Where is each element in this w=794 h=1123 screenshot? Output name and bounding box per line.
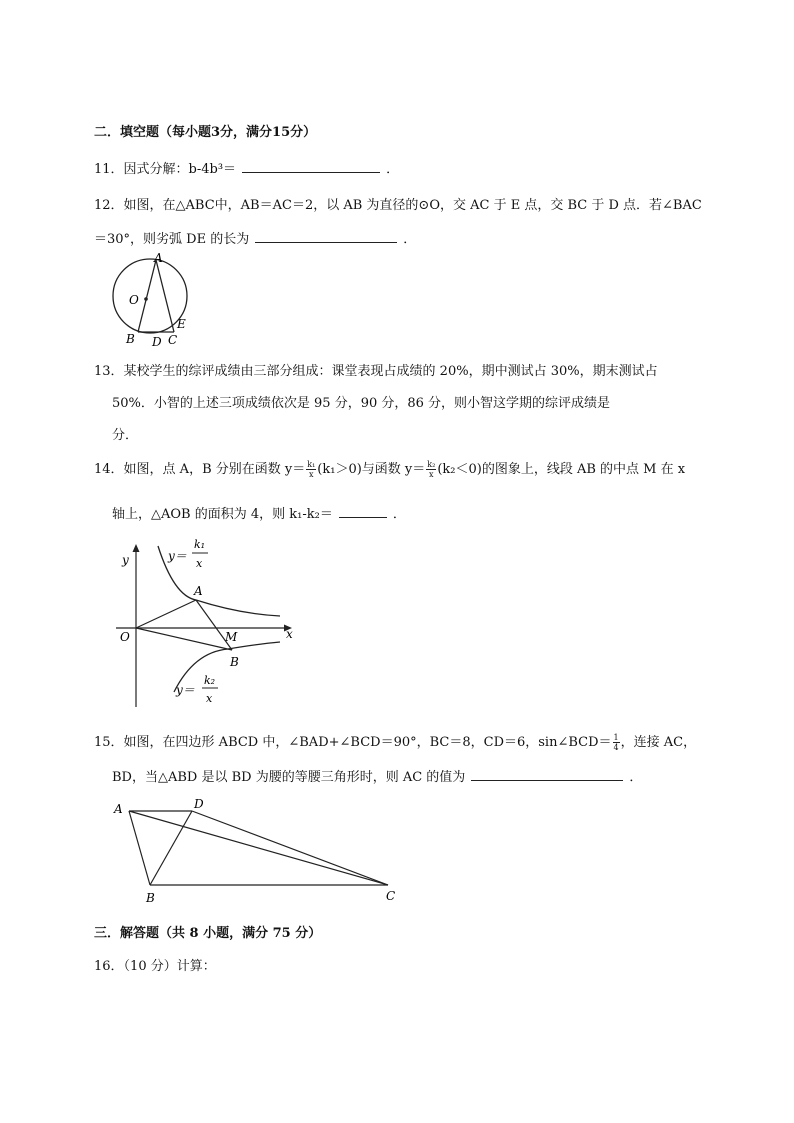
y-axis-arrow — [133, 544, 140, 552]
label-d: D — [152, 335, 162, 349]
label-eq2-num: k₂ — [204, 674, 216, 687]
question-15-end: ． — [629, 770, 643, 785]
circle-o — [113, 259, 187, 333]
question-14-text: 轴上，△AOB 的面积为 4，则 k₁-k₂＝ — [112, 507, 333, 522]
label-a: A — [154, 251, 163, 265]
segment-ab — [129, 811, 150, 885]
label-a: A — [194, 584, 203, 598]
segment-bd — [150, 811, 192, 885]
question-13-line3: 分． — [112, 428, 139, 443]
fraction-k2-over-x: $\frac{\text{k₂}}{x}$ — [427, 460, 436, 479]
label-o: O — [120, 630, 130, 644]
figure-q15-quadrilateral — [108, 794, 408, 906]
label-eq1-den: x — [196, 557, 203, 570]
segment-dc — [192, 811, 388, 885]
fraction-k1-over-x: $\frac{\text{k₁}}{x}$ — [307, 460, 316, 479]
segment-oa — [136, 600, 196, 628]
question-14-line2 — [112, 503, 406, 522]
answer-blank-15[interactable] — [471, 768, 623, 781]
question-12-line2 — [94, 228, 416, 247]
label-e: E — [177, 317, 186, 331]
answer-blank-14[interactable] — [339, 505, 387, 518]
question-15-prefix: 15．如图，在四边形 ABCD 中，∠BAD+∠BCD＝90°，BC＝8，CD＝6，sin∠BCD＝ — [94, 735, 612, 750]
label-c: C — [168, 333, 178, 347]
label-a: A — [114, 802, 123, 816]
label-o: O — [129, 293, 139, 307]
segment-ac — [156, 260, 174, 332]
question-14-line1 — [94, 458, 685, 479]
label-b: B — [126, 332, 135, 346]
answer-blank-12[interactable] — [255, 230, 397, 243]
segment-ob — [136, 628, 232, 650]
segment-ac — [129, 811, 388, 885]
question-15-line2 — [112, 766, 642, 785]
figure-q12-circle — [104, 250, 204, 350]
label-eq2-prefix: y＝ — [176, 683, 195, 697]
question-12-end: ． — [403, 232, 417, 247]
question-11-text: 11．因式分解：b-4b³＝ — [94, 162, 237, 177]
center-dot-o — [144, 297, 148, 301]
question-14-mid1: (k₁＞0)与函数 y＝ — [317, 462, 426, 477]
question-15-text: BD，当△ABD 是以 BD 为腰的等腰三角形时，则 AC 的值为 — [112, 770, 466, 785]
label-b: B — [146, 891, 155, 905]
label-x: x — [286, 627, 293, 641]
question-16: 16．（10 分）计算： — [94, 959, 216, 974]
segment-ab — [138, 260, 156, 332]
question-15-suffix: ，连接 AC， — [620, 735, 697, 750]
figure-q14-hyperbola — [110, 532, 300, 712]
section-heading-answer: 三．解答题（共 8 小题，满分 75 分） — [94, 926, 322, 941]
fraction-one-quarter: $\frac{1}{4}$ — [613, 733, 619, 752]
question-15-line1 — [94, 731, 696, 752]
question-14-mid2: (k₂＜0)的图象上，线段 AB 的中点 M 在 x — [437, 462, 686, 477]
label-d: D — [194, 797, 204, 811]
question-12-text: ＝30°，则劣弧 DE 的长为 — [94, 232, 250, 247]
question-13-line2 — [112, 392, 610, 411]
question-13-text: 50%．小智的上述三项成绩依次是 95 分，90 分，86 分，则小智这学期的综评成绩是 — [112, 396, 611, 411]
label-b: B — [230, 655, 239, 669]
label-eq1-num: k₁ — [194, 538, 206, 551]
question-13-line1: 13．某校学生的综评成绩由三部分组成：课堂表现占成绩的 20%，期中测试占 30%，期末测试占 — [94, 364, 658, 379]
question-11-end: ． — [386, 162, 400, 177]
question-14-prefix: 14．如图，点 A，B 分别在函数 y＝ — [94, 462, 306, 477]
label-y: y — [122, 553, 129, 567]
question-12-line1: 12．如图，在△ABC中，AB＝AC＝2，以 AB 为直径的⊙O，交 AC 于 E 点，交 BC 于 D 点．若∠BAC — [94, 198, 702, 213]
label-m: M — [225, 630, 238, 644]
label-eq2-den: x — [206, 692, 213, 705]
answer-blank-11[interactable] — [242, 160, 380, 173]
question-11 — [94, 158, 399, 177]
label-c: C — [386, 889, 396, 903]
section-heading-fill-blank: 二．填空题（每小题3分，满分15分） — [94, 125, 317, 140]
label-eq1-prefix: y＝ — [168, 549, 187, 563]
question-14-end: ． — [392, 507, 406, 522]
